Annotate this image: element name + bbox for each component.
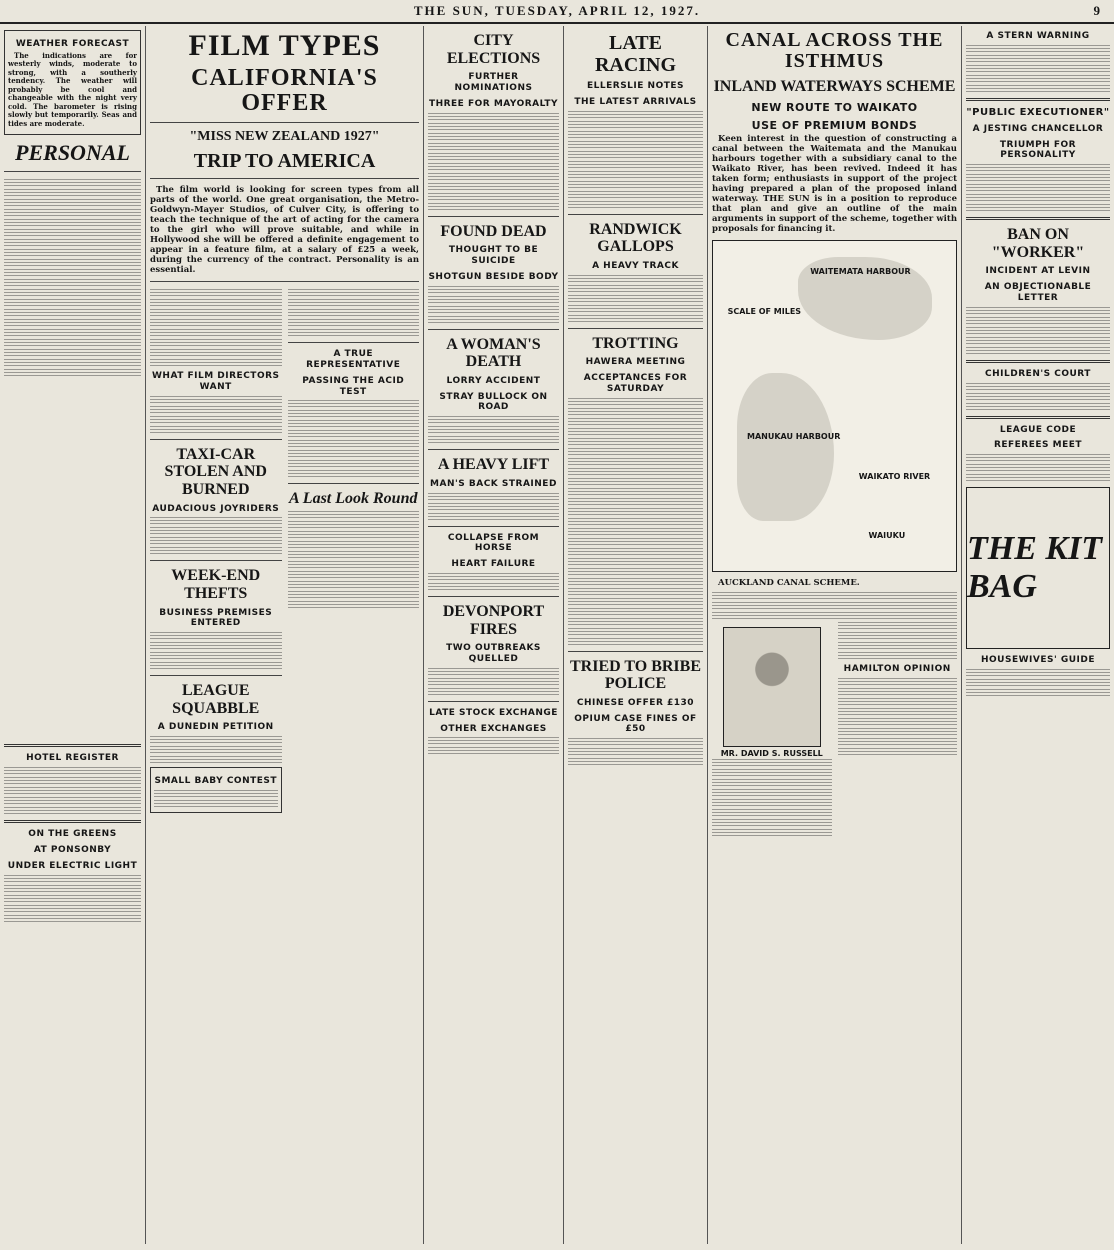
randwick-title: RANDWICK GALLOPS xyxy=(589,220,682,256)
trotting-sub2: ACCEPTANCES FOR SATURDAY xyxy=(583,372,688,394)
californias-offer-headline: CALIFORNIA'S OFFER xyxy=(191,64,378,116)
week-end-title: WEEK-END THEFTS xyxy=(171,567,261,603)
page-number: 9 xyxy=(1093,3,1102,18)
bribe-sub: CHINESE OFFER £130 xyxy=(576,697,695,708)
baby-contest-title: SMALL BABY CONTEST xyxy=(154,776,278,787)
canal-map xyxy=(712,240,957,572)
week-end-sub: BUSINESS PREMISES ENTERED xyxy=(159,607,273,629)
column-2 xyxy=(146,26,424,1244)
late-racing-sub2: THE LATEST ARRIVALS xyxy=(574,96,697,107)
portrait-russell xyxy=(723,627,821,747)
ban-worker-sub: INCIDENT AT LEVIN xyxy=(985,266,1091,277)
map-label-manukau: MANUKAU HARBOUR xyxy=(747,432,841,442)
canal-headline: CANAL ACROSS THE ISTHMUS xyxy=(725,29,944,72)
date-line: THE SUN, TUESDAY, APRIL 12, 1927. xyxy=(413,3,701,18)
column-3 xyxy=(424,26,564,1244)
late-racing-sub: ELLERSLIE NOTES xyxy=(587,81,684,91)
league-code-sub: REFEREES MEET xyxy=(993,440,1083,451)
bribe-sub2: OPIUM CASE FINES OF £50 xyxy=(574,713,697,735)
column-6 xyxy=(962,26,1114,1244)
taxi-sub: AUDACIOUS JOYRIDERS xyxy=(152,503,280,514)
public-exec-sub: A JESTING CHANCELLOR xyxy=(972,123,1104,134)
stock-sub: OTHER EXCHANGES xyxy=(440,723,547,734)
devonport-sub: TWO OUTBREAKS QUELLED xyxy=(446,643,541,664)
film-lead: The film world is looking for screen types from all parts of the world. One great organisation, the Metro-Goldwyn-Mayer Studios, of Culver City, is offering to teach the technique of the art of acting for the camera to the girl who will prove suitable, and while in Hollywood she will be offered a definite engagement to appear in a feature film, at a salary of £25 a week, during the currency of the contract. Personality is an essential. xyxy=(150,185,419,276)
ban-worker-sub2: AN OBJECTIONABLE LETTER xyxy=(984,282,1092,303)
heavy-lift-sub: MAN'S BACK STRAINED xyxy=(430,478,557,489)
trip-kicker: TRIP TO AMERICA xyxy=(193,150,376,173)
greens-sub2: UNDER ELECTRIC LIGHT xyxy=(7,860,138,871)
representative-title: A TRUE REPRESENTATIVE xyxy=(306,349,401,371)
map-label-waikato: WAIKATO RIVER xyxy=(858,471,931,481)
representative-sub: PASSING THE ACID TEST xyxy=(302,375,405,397)
league-code-title: LEAGUE CODE xyxy=(999,424,1077,435)
taxi-title: TAXI-CAR STOLEN AND BURNED xyxy=(164,445,267,499)
map-label-waiuku: WAIUKU xyxy=(868,531,906,541)
hotel-register-title: HOTEL REGISTER xyxy=(26,753,119,764)
canal-sub2: NEW ROUTE TO WAIKATO xyxy=(751,100,918,114)
greens-sub: AT PONSONBY xyxy=(33,845,112,856)
trotting-title: TROTTING xyxy=(592,334,679,352)
league-squabble-title: LEAGUE SQUABBLE xyxy=(172,682,260,717)
column-4 xyxy=(564,26,708,1244)
womans-death-sub: LORRY ACCIDENT xyxy=(446,375,541,386)
city-elections-title: CITY ELECTIONS xyxy=(446,32,541,67)
film-body-right xyxy=(288,288,420,817)
city-elections-sub: FURTHER NOMINATIONS xyxy=(454,72,533,93)
weather-text: The indications are for westerly winds, moderate to strong, with a southerly tendency. The weather will probably be cool and changeable with the night very cold. The barometer is rising slowly but temporarily. Seas and tides are moderate. xyxy=(8,50,137,128)
found-dead-title: FOUND DEAD xyxy=(440,222,547,240)
canal-body-right xyxy=(838,621,958,838)
kit-bag-logo: THE KIT BAG xyxy=(966,487,1110,649)
stern-warning-title: A STERN WARNING xyxy=(986,31,1090,41)
public-exec-title: "PUBLIC EXECUTIONER" xyxy=(966,106,1110,118)
womans-death-title: A WOMAN'S DEATH xyxy=(446,335,541,371)
collapse-title: COLLAPSE FROM HORSE xyxy=(447,532,540,554)
map-label-scale: SCALE OF MILES xyxy=(727,306,802,316)
portrait-caption: MR. DAVID S. RUSSELL xyxy=(720,748,823,758)
randwick-sub: A HEAVY TRACK xyxy=(592,260,679,271)
weather-box xyxy=(4,30,141,135)
bribe-title: TRIED TO BRIBE POLICE xyxy=(569,657,701,693)
weather-title: WEATHER FORECAST xyxy=(15,39,130,49)
found-dead-sub2: SHOTGUN BESIDE BODY xyxy=(428,271,559,282)
collapse-sub: HEART FAILURE xyxy=(451,559,536,570)
late-racing-title: LATE RACING xyxy=(594,32,677,76)
map-caption: AUCKLAND CANAL SCHEME. xyxy=(718,577,860,588)
devonport-title: DEVONPORT FIRES xyxy=(442,602,545,638)
personal-title: PERSONAL xyxy=(15,140,130,166)
womans-death-sub2: STRAY BULLOCK ON ROAD xyxy=(439,391,548,413)
canal-body-left xyxy=(712,621,832,838)
found-dead-sub: THOUGHT TO BE SUICIDE xyxy=(448,245,539,266)
film-types-headline: FILM TYPES xyxy=(188,29,381,62)
kit-bag-caption: HOUSEWIVES' GUIDE xyxy=(980,655,1096,666)
column-1 xyxy=(0,26,146,1244)
city-elections-sub2: THREE FOR MAYORALTY xyxy=(428,98,559,109)
hotel-register-body xyxy=(4,766,141,814)
ban-worker-title: BAN ON "WORKER" xyxy=(991,226,1085,261)
public-exec-sub2: TRIUMPH FOR PERSONALITY xyxy=(999,139,1077,161)
greens-body xyxy=(4,874,141,922)
what-directors-want: WHAT FILM DIRECTORS WANT xyxy=(151,371,280,393)
hamilton-opinion-title: HAMILTON OPINION xyxy=(843,663,951,674)
trotting-sub: HAWERA MEETING xyxy=(585,357,686,368)
canal-sub: INLAND WATERWAYS SCHEME xyxy=(713,78,956,95)
masthead xyxy=(0,0,1114,24)
stock-title: LATE STOCK EXCHANGE xyxy=(429,707,558,718)
last-look-title: A Last Look Round xyxy=(289,490,418,508)
canal-sub3: USE OF PREMIUM BONDS xyxy=(751,118,918,132)
trotting-acceptances xyxy=(568,397,703,645)
personal-body xyxy=(4,178,141,738)
heavy-lift-title: A HEAVY LIFT xyxy=(437,456,550,474)
childrens-court-title: CHILDREN'S COURT xyxy=(985,368,1091,379)
miss-nz-kicker: "MISS NEW ZEALAND 1927" xyxy=(189,128,380,144)
column-5 xyxy=(708,26,962,1244)
league-squabble-sub: A DUNEDIN PETITION xyxy=(157,722,274,733)
map-label-waitemata: WAITEMATA HARBOUR xyxy=(810,267,911,277)
film-body-left xyxy=(150,288,282,817)
canal-lead: Keen interest in the question of constructing a canal between the Waitemata and the Manukau harbours together with a subsidiary canal to the Waikato River, has been revived. Indeed it has taken form; enthusiasts in support of the project having prepared a plan of the proposed inland waterway. THE SUN is in a position to reproduce that plan and give an outline of the main arguments in support of the scheme, together with proposals for financing it. xyxy=(712,133,957,234)
greens-title: ON THE GREENS xyxy=(28,829,117,840)
